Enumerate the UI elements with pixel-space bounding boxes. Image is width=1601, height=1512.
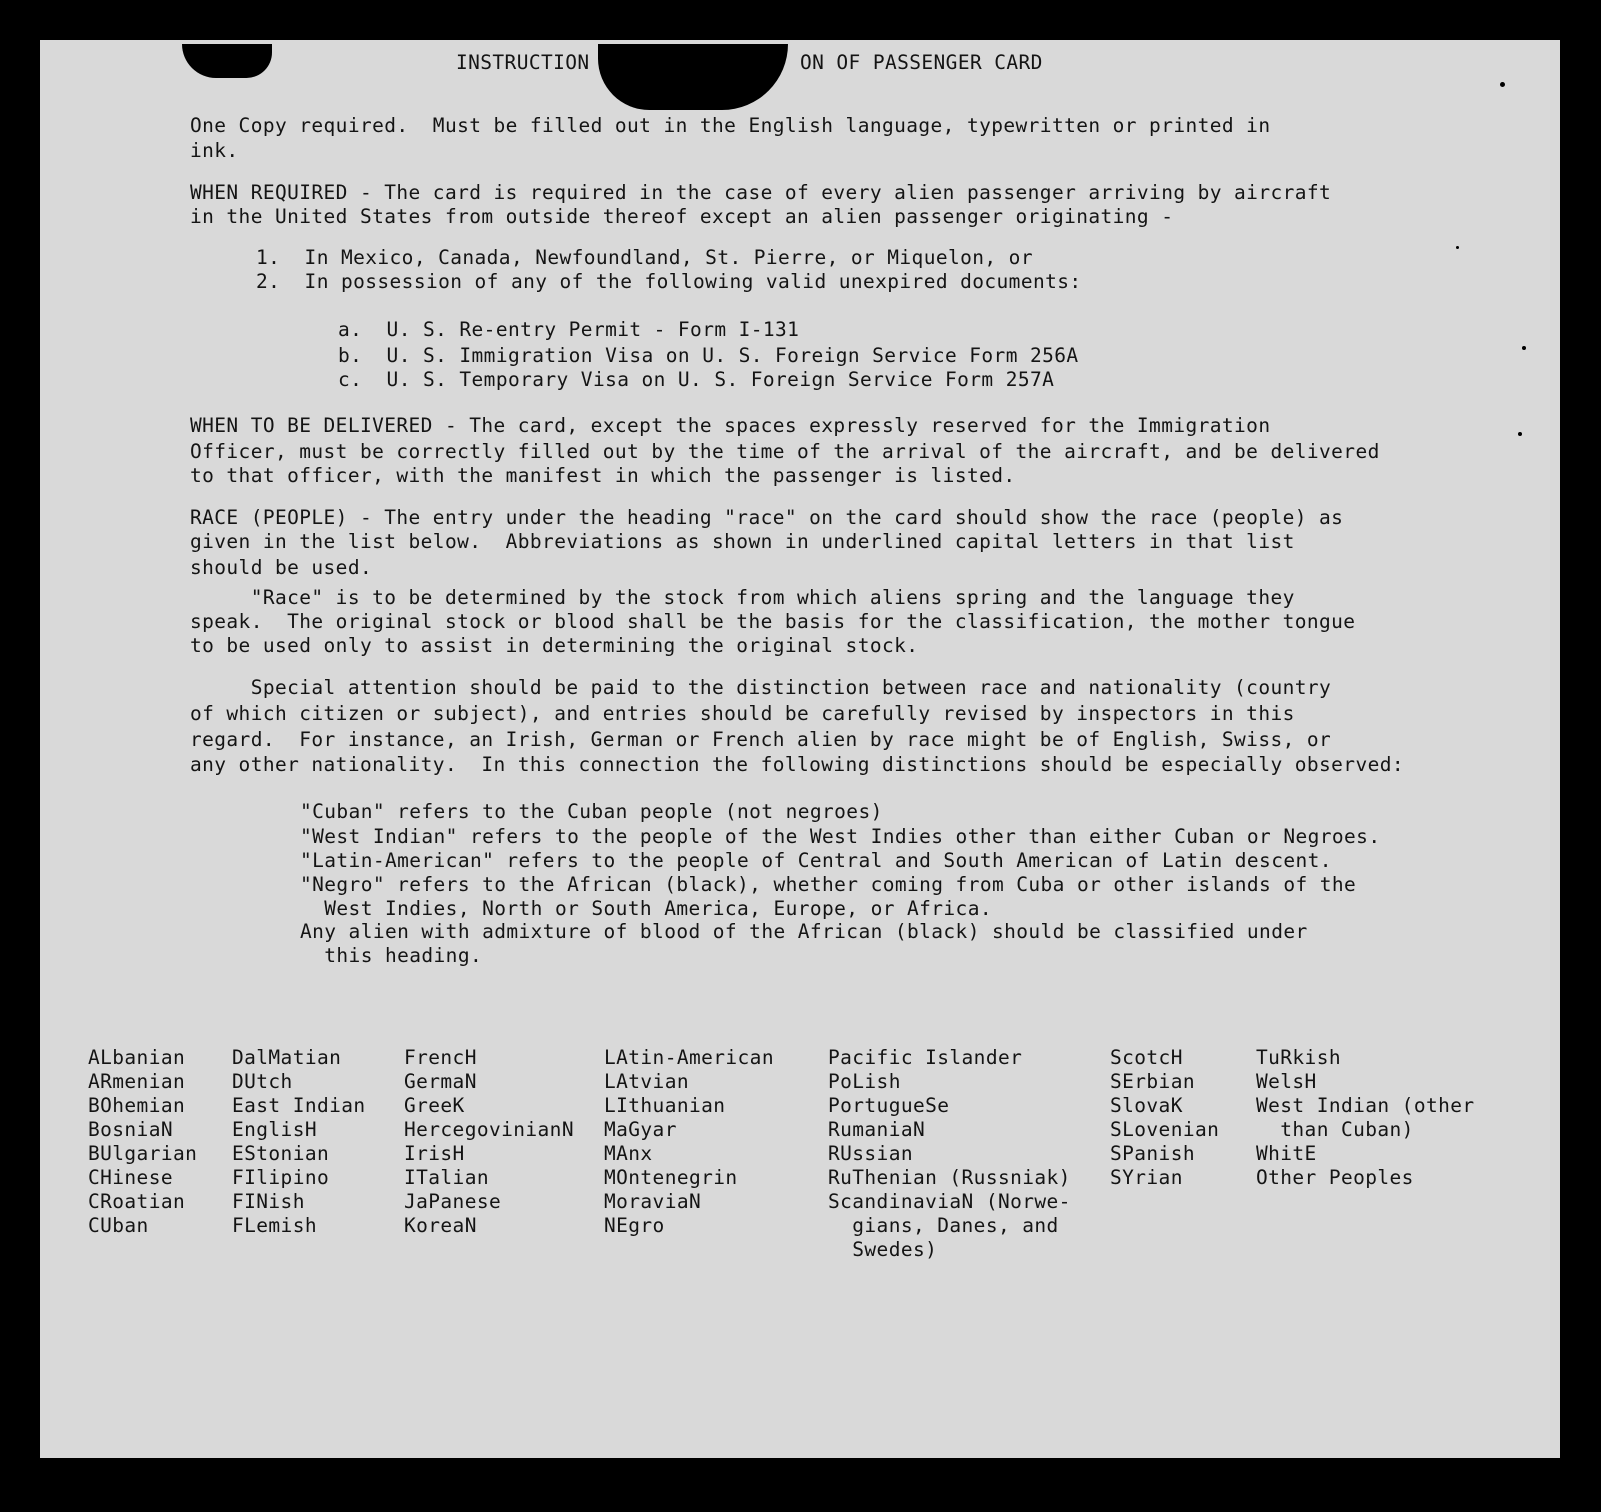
race-entry: PortugueSe: [828, 1094, 950, 1117]
race-entry: Other Peoples: [1256, 1166, 1414, 1189]
race-entry: than Cuban): [1256, 1118, 1414, 1141]
race-list-column: [828, 1022, 1071, 1286]
race-entry: SErbian: [1110, 1070, 1195, 1093]
race-entry: Pacific Islander: [828, 1046, 1023, 1069]
race-list-column: [1256, 1022, 1475, 1214]
distinction-line: "Negro" refers to the African (black), whether coming from Cuba or other islands of the: [300, 873, 1357, 896]
race-entry: Swedes): [828, 1238, 938, 1261]
race-definition-line: "Race" is to be determined by the stock from which aliens spring and the language they: [190, 586, 1295, 609]
title-left: INSTRUCTION: [456, 51, 590, 74]
document-item: c. U. S. Temporary Visa on U. S. Foreign Service Form 257A: [338, 368, 1055, 391]
distinction-line: Any alien with admixture of blood of the African (black) should be classified under: [300, 920, 1308, 943]
race-entry: KoreaN: [404, 1214, 477, 1237]
race-entry: MaGyar: [604, 1118, 677, 1141]
race-entry: MOntenegrin: [604, 1166, 738, 1189]
race-entry: BosniaN: [88, 1118, 173, 1141]
race-entry: FIlipino: [232, 1166, 330, 1189]
race-entry: NEgro: [604, 1214, 665, 1237]
document-item: b. U. S. Immigration Visa on U. S. Foreign Service Form 256A: [338, 344, 1079, 367]
race-entry: LIthuanian: [604, 1094, 726, 1117]
special-attention-line: of which citizen or subject), and entries should be carefully revised by inspectors in this: [190, 702, 1295, 725]
race-entry: JaPanese: [404, 1190, 502, 1213]
race-entry: IrisH: [404, 1142, 465, 1165]
distinction-line: "Cuban" refers to the Cuban people (not negroes): [300, 800, 883, 823]
race-entry: SlovaK: [1110, 1094, 1183, 1117]
race-entry: FrencH: [404, 1046, 477, 1069]
intro-line: One Copy required. Must be filled out in the English language, typewritten or printed in: [190, 114, 1271, 137]
condition-item: 1. In Mexico, Canada, Newfoundland, St. Pierre, or Miquelon, or: [256, 246, 1033, 269]
race-entry: DalMatian: [232, 1046, 342, 1069]
intro-line: ink.: [190, 139, 239, 162]
race-entry: WhitE: [1256, 1142, 1317, 1165]
special-attention-line: Special attention should be paid to the distinction between race and nationality (country: [190, 676, 1332, 699]
race-definition-line: speak. The original stock or blood shall be the basis for the classification, the mother tongue: [190, 610, 1356, 633]
race-entry: West Indian (other: [1256, 1094, 1475, 1117]
race-entry: ITalian: [404, 1166, 489, 1189]
condition-item: 2. In possession of any of the following valid unexpired documents:: [256, 270, 1082, 293]
document-item: a. U. S. Re-entry Permit - Form I-131: [338, 318, 800, 341]
when-required-line: in the United States from outside thereof except an alien passenger originating -: [190, 205, 1174, 228]
when-delivered-line: to that officer, with the manifest in which the passenger is listed.: [190, 464, 1016, 487]
race-entry: TuRkish: [1256, 1046, 1341, 1069]
race-entry: MAnx: [604, 1142, 653, 1165]
race-entry: GermaN: [404, 1070, 477, 1093]
race-entry: RumaniaN: [828, 1118, 926, 1141]
distinction-line: "Latin-American" refers to the people of Central and South American of Latin descent.: [300, 849, 1332, 872]
race-list-column: [88, 1022, 197, 1262]
race-entry: EnglisH: [232, 1118, 317, 1141]
race-entry: LAtin-American: [604, 1046, 774, 1069]
when-delivered-line: Officer, must be correctly filled out by the time of the arrival of the aircraft, and be delivered: [190, 440, 1380, 463]
race-entry: CRoatian: [88, 1190, 186, 1213]
race-entry: ScandinaviaN (Norwe-: [828, 1190, 1071, 1213]
race-entry: SPanish: [1110, 1142, 1195, 1165]
race-intro-line: given in the list below. Abbreviations as shown in underlined capital letters in that list: [190, 530, 1295, 553]
distinction-line: this heading.: [300, 944, 483, 967]
race-entry: SYrian: [1110, 1166, 1183, 1189]
race-entry: SLovenian: [1110, 1118, 1220, 1141]
race-entry: BUlgarian: [88, 1142, 198, 1165]
race-entry: HercegovinianN: [404, 1118, 574, 1141]
race-entry: PoLish: [828, 1070, 901, 1093]
race-entry: East Indian: [232, 1094, 366, 1117]
race-intro-line: RACE (PEOPLE) - The entry under the heading "race" on the card should show the race (people) as: [190, 506, 1344, 529]
race-entry: gians, Danes, and: [828, 1214, 1059, 1237]
speck: [1456, 246, 1459, 249]
special-attention-line: any other nationality. In this connection the following distinctions should be especially observed:: [190, 753, 1404, 776]
race-definition-line: to be used only to assist in determining the original stock.: [190, 634, 919, 657]
race-entry: EStonian: [232, 1142, 330, 1165]
race-entry: CHinese: [88, 1166, 173, 1189]
race-entry: GreeK: [404, 1094, 465, 1117]
race-entry: ARmenian: [88, 1070, 186, 1093]
race-entry: FINish: [232, 1190, 305, 1213]
race-entry: FLemish: [232, 1214, 317, 1237]
when-required-line: WHEN REQUIRED - The card is required in the case of every alien passenger arriving by aircraft: [190, 181, 1332, 204]
race-list-column: [404, 1022, 574, 1262]
race-entry: LAtvian: [604, 1070, 689, 1093]
speck: [1518, 432, 1522, 436]
race-entry: ALbanian: [88, 1046, 186, 1069]
race-list-column: [1110, 1022, 1219, 1214]
distinction-line: "West Indian" refers to the people of the West Indies other than either Cuban or Negroes.: [300, 825, 1381, 848]
race-list-column: [232, 1022, 366, 1262]
special-attention-line: regard. For instance, an Irish, German or French alien by race might be of English, Swiss, or: [190, 728, 1332, 751]
race-entry: ScotcH: [1110, 1046, 1183, 1069]
race-entry: RuThenian (Russniak): [828, 1166, 1071, 1189]
race-entry: CUban: [88, 1214, 149, 1237]
when-delivered-line: WHEN TO BE DELIVERED - The card, except the spaces expressly reserved for the Immigration: [190, 414, 1271, 437]
race-list-column: [604, 1022, 774, 1262]
race-entry: DUtch: [232, 1070, 293, 1093]
distinction-line: West Indies, North or South America, Europe, or Africa.: [300, 897, 992, 920]
race-entry: RUssian: [828, 1142, 913, 1165]
speck: [1500, 82, 1505, 87]
title-right: ON OF PASSENGER CARD: [800, 51, 1043, 74]
race-entry: MoraviaN: [604, 1190, 702, 1213]
speck: [1522, 346, 1526, 350]
race-entry: BOhemian: [88, 1094, 186, 1117]
race-intro-line: should be used.: [190, 556, 373, 579]
race-entry: WelsH: [1256, 1070, 1317, 1093]
